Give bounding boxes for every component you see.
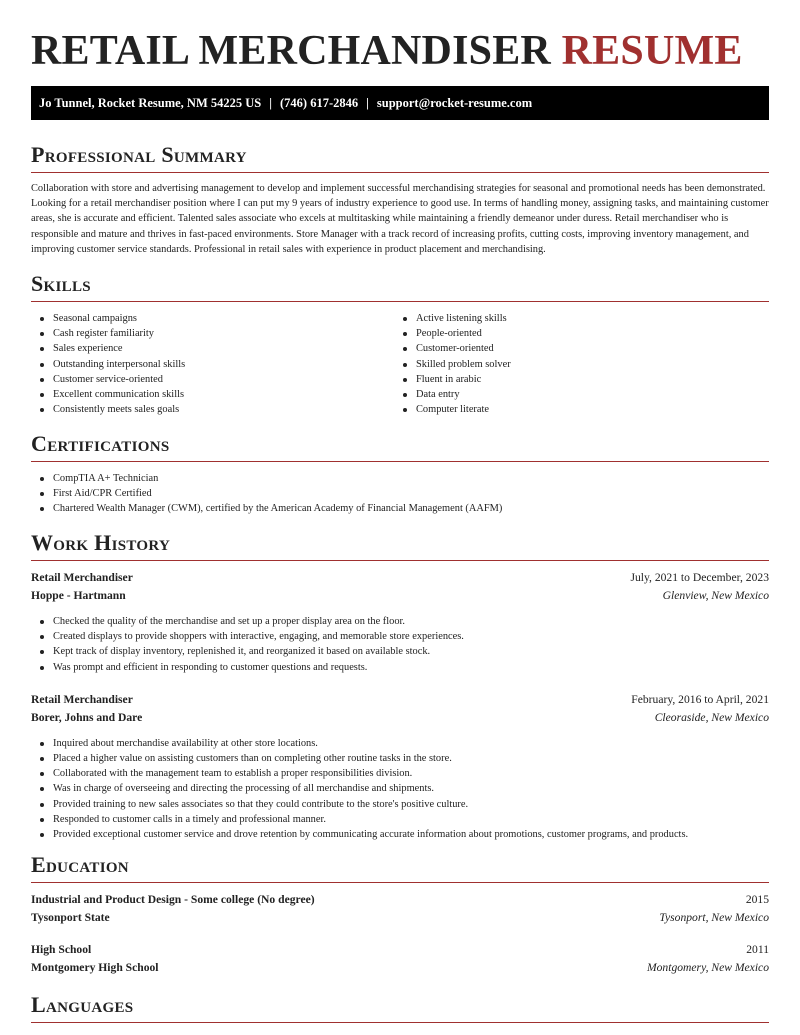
job-company-row (31, 587, 769, 605)
education-degree-row (31, 891, 769, 909)
job-duty: Created displays to provide shoppers with interactive, engaging, and memorable store experiences. (31, 629, 769, 644)
job-duty: Checked the quality of the merchandise and set up a proper display area on the floor. (31, 614, 769, 629)
skill-item: Skilled problem solver (394, 357, 757, 372)
section-heading: Skills (31, 271, 91, 296)
certifications-section (31, 431, 769, 517)
job-company: Borer, Johns and Dare (31, 710, 143, 724)
title-accent: RESUME (561, 28, 743, 74)
job-duties-list (31, 736, 769, 842)
education-school: Montgomery High School (31, 961, 159, 974)
contact-bar (31, 86, 769, 120)
job-duty: Inquired about merchandise availability at other store locations. (31, 736, 769, 751)
certification-item: CompTIA A+ Technician (31, 471, 769, 486)
work-history-section (31, 530, 769, 842)
education-entry (31, 941, 769, 977)
job-duty: Kept track of display inventory, replenished it, and reorganized it based on available stock. (31, 644, 769, 659)
skills-section (31, 271, 769, 417)
skill-item: Customer-oriented (394, 341, 757, 356)
education-section (31, 852, 769, 977)
job-duty: Was in charge of overseeing and directing the processing of all merchandise and shipments. (31, 781, 769, 796)
skill-item: Consistently meets sales goals (31, 402, 394, 417)
job-company-row (31, 709, 769, 727)
languages-section (31, 992, 769, 1023)
job-title: Retail Merchandiser (31, 692, 133, 706)
job-title-row (31, 569, 769, 587)
skill-item: Outstanding interpersonal skills (31, 357, 394, 372)
job-title: Retail Merchandiser (31, 571, 133, 584)
job-location: Cleoraside, New Mexico (654, 710, 769, 724)
section-divider (31, 172, 769, 173)
education-degree: Industrial and Product Design - Some college (No degree) (31, 893, 315, 906)
skill-item: Active listening skills (394, 311, 757, 326)
skills-grid (31, 311, 769, 417)
job-title-row (31, 691, 769, 709)
skill-item: Fluent in arabic (394, 372, 757, 387)
education-school: Tysonport State (31, 911, 110, 924)
job-duty: Responded to customer calls in a timely and professional manner. (31, 812, 769, 827)
skill-item: Customer service-oriented (31, 372, 394, 387)
section-heading: Languages (31, 992, 134, 1017)
certifications-list (31, 471, 769, 517)
section-heading: Professional Summary (31, 142, 247, 167)
job-duty: Was prompt and efficient in responding to customer questions and requests. (31, 660, 769, 675)
section-heading: Certifications (31, 431, 170, 456)
job-entry (31, 569, 769, 675)
resume-title (31, 28, 743, 74)
skill-item: Seasonal campaigns (31, 311, 394, 326)
section-divider (31, 461, 769, 462)
section-divider (31, 301, 769, 302)
skills-right-list (394, 311, 757, 417)
education-degree: High School (31, 943, 92, 956)
education-location: Tysonport, New Mexico (659, 911, 769, 924)
skills-left-list (31, 311, 394, 417)
job-duty: Collaborated with the management team to establish a proper responsibilities division. (31, 766, 769, 781)
skill-item: Data entry (394, 387, 757, 402)
skill-item: People-oriented (394, 326, 757, 341)
education-school-row (31, 959, 769, 977)
certification-item: First Aid/CPR Certified (31, 486, 769, 501)
section-heading: Work History (31, 530, 171, 555)
education-year: 2015 (745, 893, 769, 906)
skill-item: Sales experience (31, 341, 394, 356)
job-dates: July, 2021 to December, 2023 (630, 571, 769, 584)
job-dates: February, 2016 to April, 2021 (631, 692, 769, 706)
skill-item: Cash register familiarity (31, 326, 394, 341)
job-company: Hoppe - Hartmann (31, 589, 126, 602)
job-entry (31, 691, 769, 842)
contact-address: Jo Tunnel, Rocket Resume, NM 54225 US (39, 95, 262, 110)
education-location: Montgomery, New Mexico (646, 961, 769, 974)
job-location: Glenview, New Mexico (662, 589, 769, 602)
section-divider (31, 1022, 769, 1023)
contact-email[interactable]: support@rocket-resume.com (376, 95, 533, 110)
certification-item: Chartered Wealth Manager (CWM), certified by the American Academy of Financial Management (AAFM) (31, 501, 769, 516)
title-main: RETAIL MERCHANDISER (31, 28, 551, 74)
section-divider (31, 560, 769, 561)
skill-item: Computer literate (394, 402, 757, 417)
job-duty: Provided exceptional customer service and drove retention by communicating accurate information about promotions, customer programs, and products. (31, 827, 769, 842)
job-duty: Provided training to new sales associates so that they could contribute to the store's positive culture. (31, 797, 769, 812)
section-heading: Education (31, 852, 129, 877)
education-school-row (31, 909, 769, 927)
skill-item: Excellent communication skills (31, 387, 394, 402)
job-duty: Placed a higher value on assisting customers than on completing other routine tasks in the store. (31, 751, 769, 766)
contact-phone[interactable]: (746) 617-2846 (280, 95, 359, 110)
job-duties-list (31, 614, 769, 675)
education-year: 2011 (746, 943, 769, 956)
summary-text: Collaboration with store and advertising management to develop and implement successful merchandising strategies for seasonal and promotional needs has been demonstrated. Looking for a retail merchandiser position where I can put my 9 years of industry experience to good use. In terms of handling money, assigning tasks, and maintaining customer areas, she is accurate and efficient. Talented sales associate who excels at multitasking while maintaining a friendly demeanor under duress. Retail merchandiser who is responsible and mature and thrives in fast-paced environments. Store Manager with a track record of increasing profits, cutting costs, improving inventory management, and improving customer service standards. Professional in retail sales with experience in product placement and merchandising. (31, 183, 769, 255)
education-entry (31, 891, 769, 927)
education-degree-row (31, 941, 769, 959)
summary-section (31, 142, 769, 257)
section-divider (31, 882, 769, 883)
contact-separator: | (366, 95, 369, 110)
contact-separator: | (269, 95, 273, 110)
